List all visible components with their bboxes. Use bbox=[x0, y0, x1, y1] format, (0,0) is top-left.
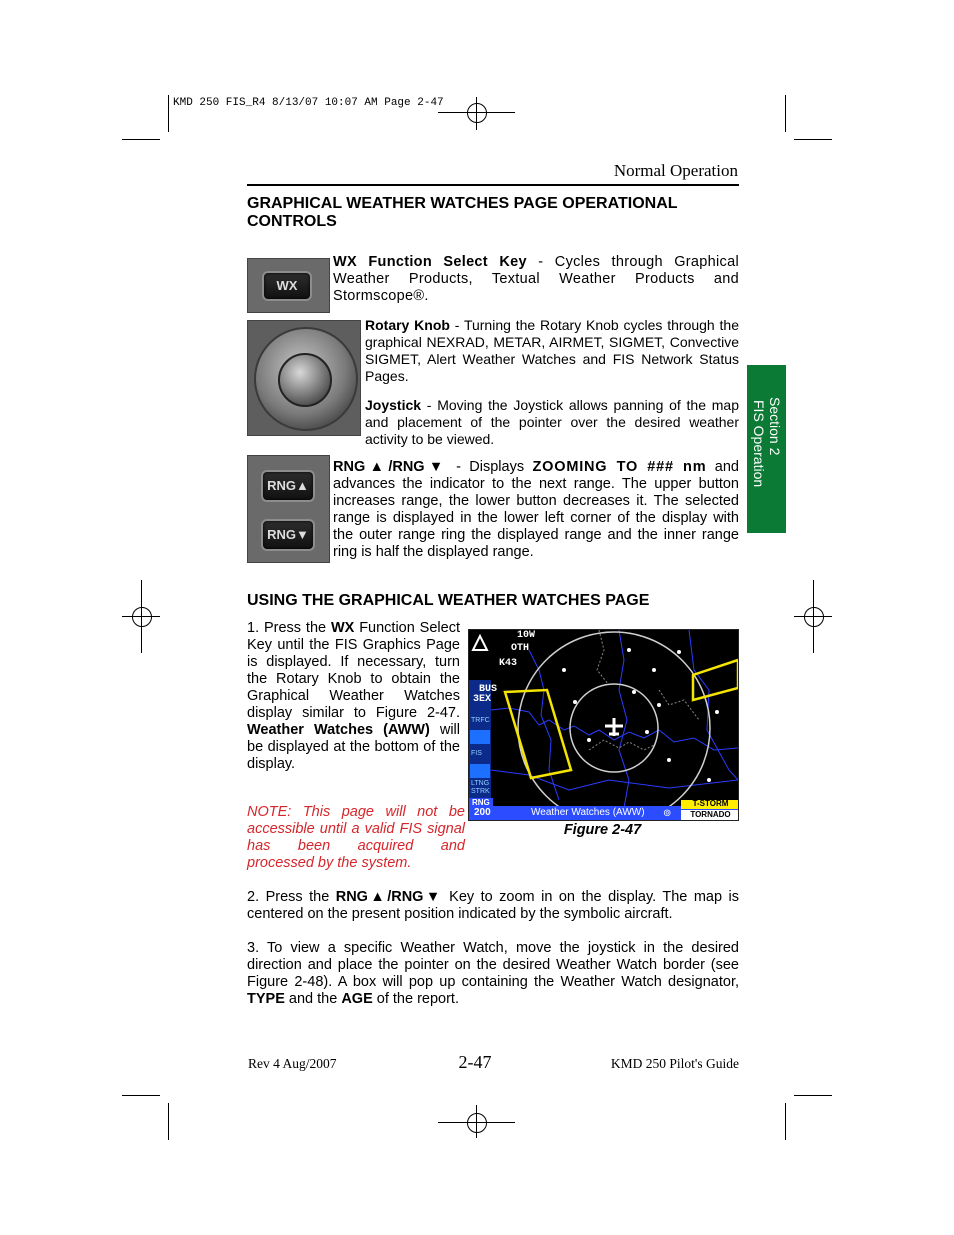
step1-e: will be displayed at the bottom of the display. bbox=[247, 722, 461, 772]
waypoint-label: OTH bbox=[511, 643, 530, 654]
bottom-title: Weather Watches (AWW) bbox=[531, 807, 645, 818]
rng-up-key: RNG▲ bbox=[261, 470, 315, 502]
rng-description bbox=[333, 459, 739, 561]
legend-tornado: TORNADO bbox=[690, 810, 731, 819]
joystick-term: Joystick bbox=[365, 397, 422, 413]
step2-a: 2. Press the bbox=[247, 889, 336, 905]
side-icon-label: FIS bbox=[471, 750, 482, 757]
registration-mark bbox=[467, 103, 487, 123]
step2-c: Key to zoom in on the display. The map is centered on the present position indicated by the symbolic aircraft. bbox=[247, 889, 739, 922]
wx-description bbox=[333, 254, 739, 305]
compass-icon: ⊚ bbox=[663, 808, 672, 819]
crop-mark bbox=[122, 139, 160, 140]
step1-c: Function Select Key until the FIS Graphics Page is displayed. If necessary, turn the Rotary Knob to obtain the Graphical Weather Watches display similar to Figure 2-47. bbox=[247, 620, 460, 721]
rotary-text: - Turning the Rotary Knob cycles through the graphical NEXRAD, METAR, AIRMET, SIGMET, Convective SIGMET, Alert Weather Watches and FIS Network Status Pages. bbox=[365, 317, 739, 384]
section-tab-line2: FIS Operation bbox=[751, 400, 767, 488]
rng-down-key: RNG▼ bbox=[261, 519, 315, 551]
step1-a: 1. Press the bbox=[247, 620, 331, 636]
crop-mark bbox=[785, 95, 786, 132]
step-3 bbox=[247, 940, 739, 1008]
range-label: RNG bbox=[472, 798, 490, 807]
waypoint-label: BUS bbox=[479, 684, 498, 695]
step-1 bbox=[247, 620, 460, 773]
step-2 bbox=[247, 889, 739, 923]
rng-keys-image bbox=[247, 455, 330, 563]
footer-guide-title: KMD 250 Pilot's Guide bbox=[610, 1056, 739, 1071]
controls-title: GRAPHICAL WEATHER WATCHES PAGE OPERATIONAL CONTROLS bbox=[247, 195, 678, 230]
crop-mark bbox=[794, 139, 832, 140]
range-value: 200 bbox=[474, 807, 491, 818]
step1-b: WX bbox=[330, 620, 355, 636]
joystick-description bbox=[365, 397, 739, 448]
rng-text-b: and advances the indicator to the next range. The upper button increases range, the lower button decreases it. The selected range is displayed in the lower left corner of the display with the outer range ring the displayed range and the inner range ring is half the displayed range. bbox=[333, 459, 739, 560]
joystick-icon bbox=[278, 353, 332, 407]
registration-mark bbox=[132, 607, 152, 627]
legend-tstorm: T-STORM bbox=[692, 799, 729, 808]
registration-mark bbox=[467, 1113, 487, 1133]
registration-mark bbox=[804, 607, 824, 627]
crop-mark bbox=[785, 1103, 786, 1140]
figure-caption: Figure 2-47 bbox=[563, 822, 642, 838]
crop-mark bbox=[168, 1103, 169, 1140]
wx-key: WX bbox=[262, 271, 312, 301]
header-rule bbox=[247, 184, 739, 186]
wx-term: WX Function Select Key bbox=[333, 254, 527, 270]
footer-revision: Rev 4 Aug/2007 bbox=[248, 1056, 337, 1071]
joystick-text: - Moving the Joystick allows panning of the map and placement of the pointer over the desired weather activity to be viewed. bbox=[365, 397, 739, 447]
rng-text-a: - Displays bbox=[447, 459, 533, 475]
step3-b: TYPE bbox=[247, 991, 285, 1007]
step3-a: 3. To view a specific Weather Watch, move the joystick in the desired direction and place the pointer on the desired Weather Watch border (see Figure 2-48). A box will pop up containing the Weather Watch designator, bbox=[247, 940, 739, 990]
print-header: KMD 250 FIS_R4 8/13/07 10:07 AM Page 2-47 bbox=[173, 97, 444, 109]
wx-key-image bbox=[247, 258, 330, 313]
crop-mark bbox=[794, 1095, 832, 1096]
rotary-knob-image bbox=[247, 320, 361, 436]
step3-e: of the report. bbox=[372, 991, 459, 1007]
rng-term: RNG▲/RNG▼ bbox=[333, 459, 448, 475]
figure-2-47-screen bbox=[468, 629, 739, 821]
wx-text: - Cycles through Graphical Weather Products, Textual Weather Products and Stormscope®. bbox=[333, 254, 739, 304]
rng-zoom-text: ZOOMING TO ### nm bbox=[532, 459, 707, 475]
page-number: 2-47 bbox=[458, 1052, 492, 1072]
crop-mark bbox=[122, 1095, 160, 1096]
step3-c: and the bbox=[284, 991, 342, 1007]
side-icon-label: TRFC bbox=[471, 717, 490, 724]
step2-b: RNG▲/RNG▼ bbox=[335, 889, 443, 905]
waypoint-label: 10W bbox=[517, 630, 536, 641]
running-head: Normal Operation bbox=[613, 161, 738, 180]
waypoint-label: K43 bbox=[499, 658, 518, 669]
rotary-description bbox=[365, 317, 739, 385]
crop-mark bbox=[168, 95, 169, 132]
section-tab-line1: Section 2 bbox=[767, 397, 783, 456]
using-title: USING THE GRAPHICAL WEATHER WATCHES PAGE bbox=[247, 592, 650, 609]
waypoint-label: 3EX bbox=[473, 694, 492, 705]
side-icon-label: LTNG STRK bbox=[471, 780, 490, 795]
step1-d: Weather Watches (AWW) bbox=[247, 722, 430, 738]
note: NOTE: This page will not be accessible until a valid FIS signal has been acquired and processed by the system. bbox=[247, 804, 465, 871]
rotary-term: Rotary Knob bbox=[365, 317, 450, 333]
step3-d: AGE bbox=[341, 991, 373, 1007]
